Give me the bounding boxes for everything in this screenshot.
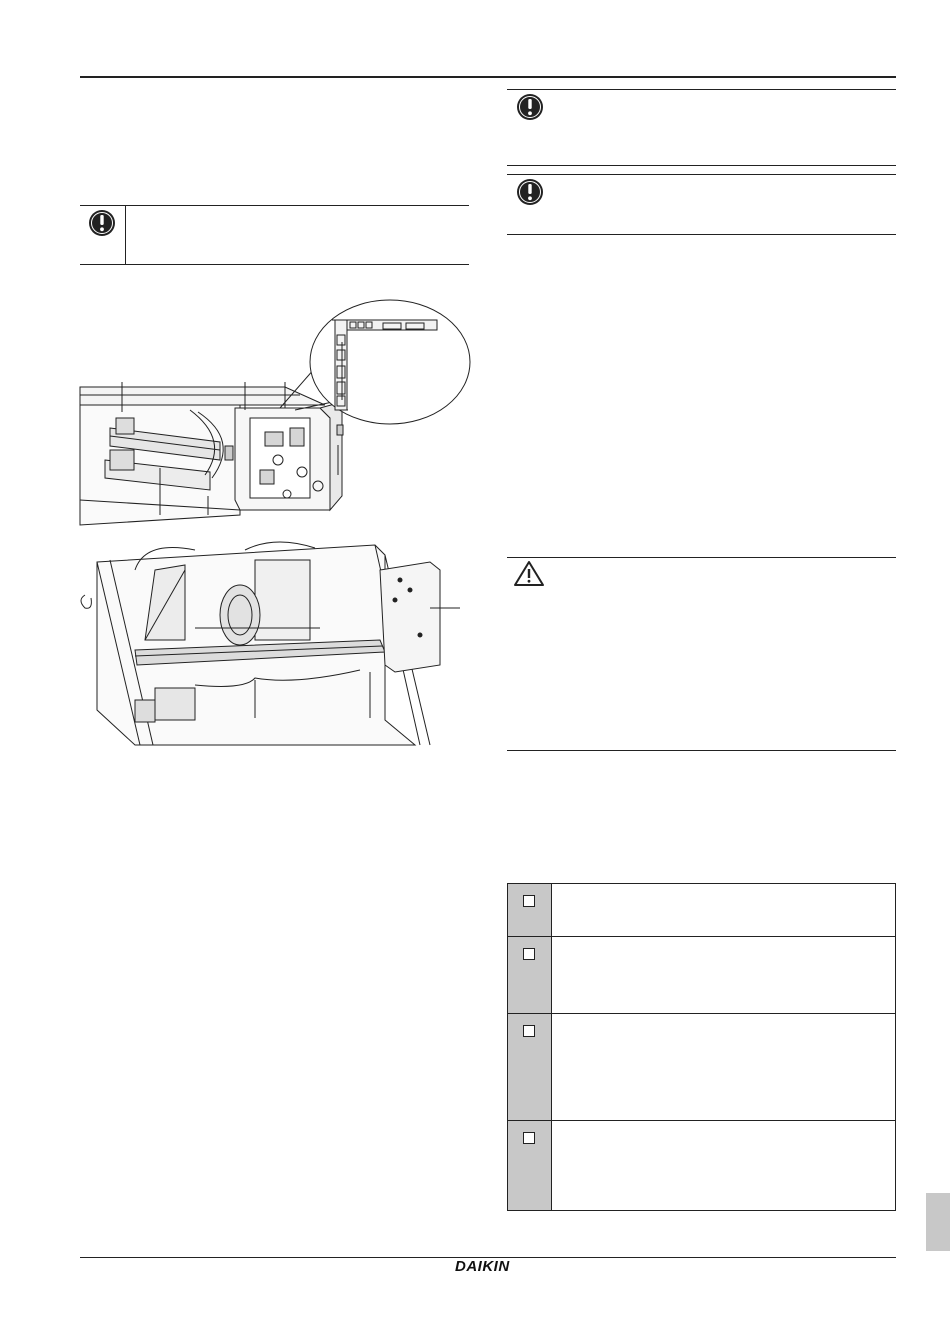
checkbox[interactable] xyxy=(523,1025,535,1037)
checklist-row xyxy=(508,1121,895,1210)
checklist-cell xyxy=(508,884,552,936)
checklist-table xyxy=(507,883,896,1211)
checklist-row xyxy=(508,937,895,1014)
checkbox[interactable] xyxy=(523,895,535,907)
checklist-row xyxy=(508,1014,895,1121)
checkbox[interactable] xyxy=(523,1132,535,1144)
checklist-cell xyxy=(508,1121,552,1210)
header-rule xyxy=(80,76,896,78)
daikin-logo: DAIKIN xyxy=(455,1258,510,1275)
checklist-cell xyxy=(508,1014,552,1120)
exclamation-icon xyxy=(87,208,117,238)
exclamation-icon xyxy=(515,177,545,207)
left-note-bottom-rule xyxy=(80,264,469,265)
caution-bottom-rule xyxy=(507,750,896,751)
checkbox[interactable] xyxy=(523,948,535,960)
exclamation-icon xyxy=(515,92,545,122)
chapter-side-tab xyxy=(926,1193,950,1251)
right-note1-bottom-rule xyxy=(507,165,896,166)
left-note-divider xyxy=(125,205,126,265)
right-note1-top-rule xyxy=(507,89,896,90)
left-note-top-rule xyxy=(80,205,469,206)
unit-switchbox-illustration xyxy=(80,300,470,530)
checklist-row xyxy=(508,884,895,937)
right-note2-bottom-rule xyxy=(507,234,896,235)
warning-triangle-icon xyxy=(513,560,543,590)
caution-top-rule xyxy=(507,557,896,558)
unit-fan-illustration xyxy=(75,540,465,750)
right-note2-top-rule xyxy=(507,174,896,175)
checklist-cell xyxy=(508,937,552,1013)
